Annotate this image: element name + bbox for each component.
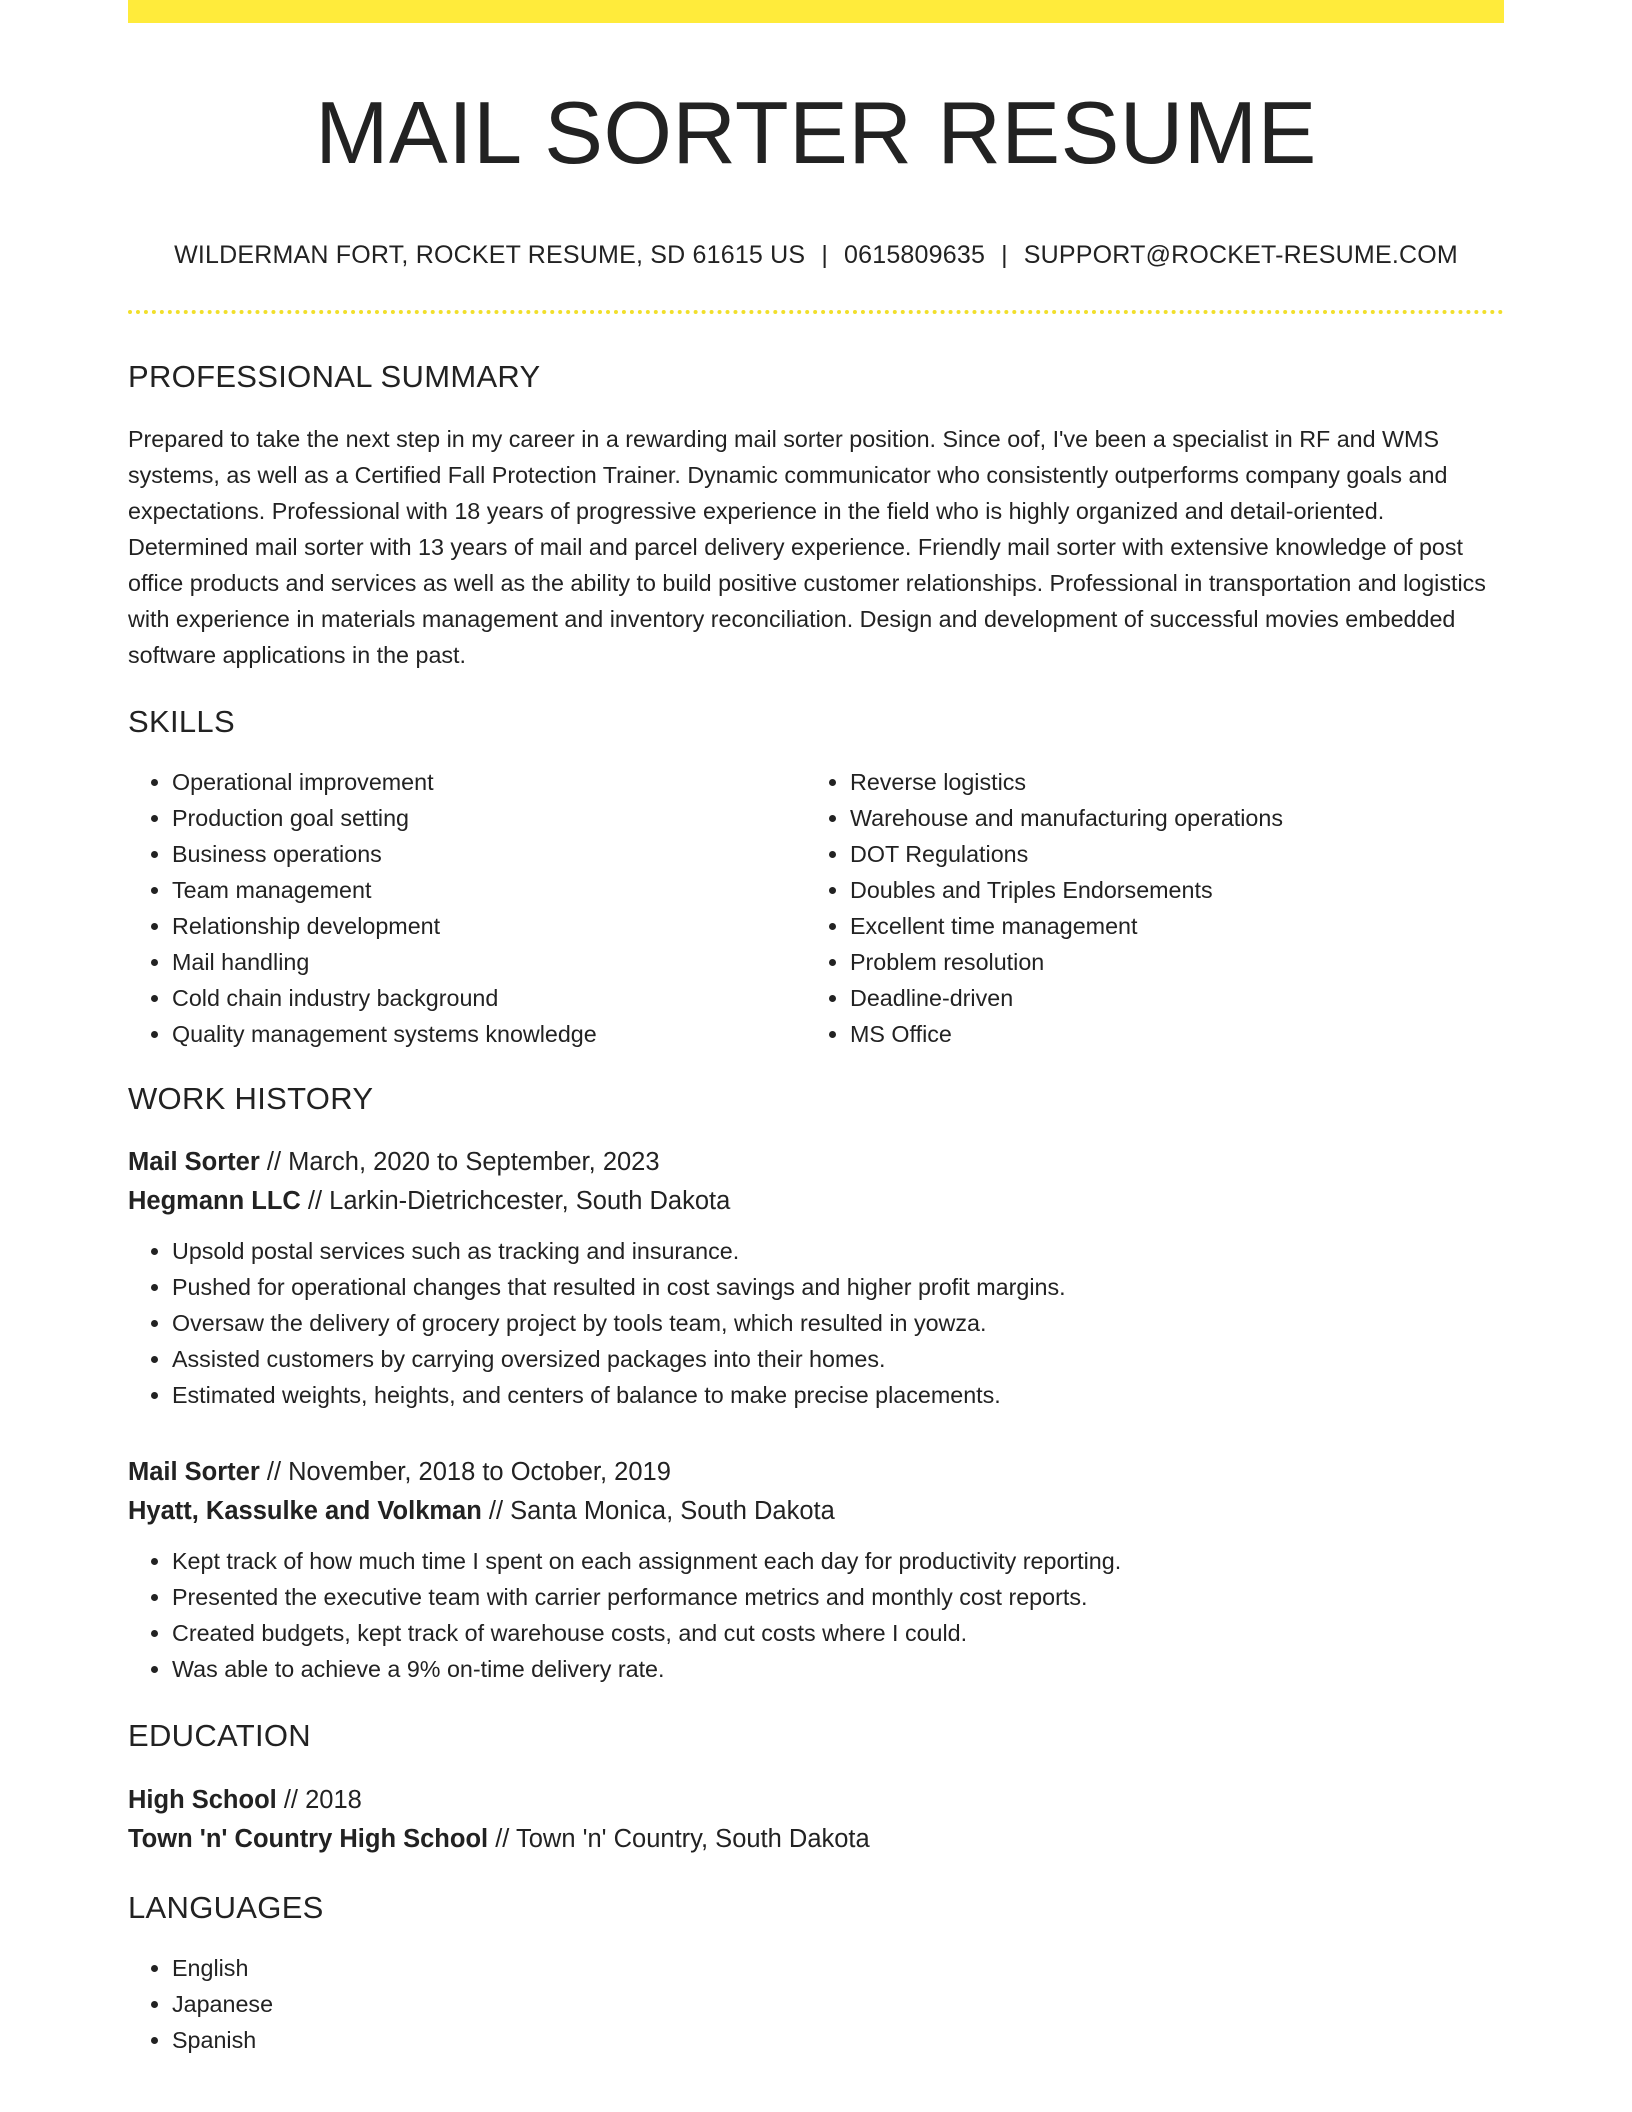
job-entry bbox=[128, 1453, 1504, 1687]
skill-item: • Quality management systems knowledge bbox=[172, 1016, 806, 1052]
job-dates: // March, 2020 to September, 2023 bbox=[259, 1148, 660, 1177]
contact-address: WILDERMAN FORT, ROCKET RESUME, SD 61615 US bbox=[174, 240, 806, 269]
job-location: // Larkin-Dietrichcester, South Dakota bbox=[300, 1187, 731, 1216]
job-company: Hegmann LLC bbox=[128, 1187, 301, 1216]
dotted-divider bbox=[128, 310, 1504, 314]
contact-line bbox=[128, 240, 1504, 270]
skills-list-left bbox=[128, 764, 806, 1052]
language-item: • Spanish bbox=[172, 2022, 1504, 2058]
job-company-line bbox=[128, 1182, 1504, 1221]
resume-title: MAIL SORTER RESUME bbox=[315, 83, 1317, 182]
job-bullet: • Assisted customers by carrying oversized packages into their homes. bbox=[172, 1341, 1504, 1377]
job-bullets bbox=[128, 1233, 1504, 1413]
skill-item: • Mail handling bbox=[172, 944, 806, 980]
work-heading: WORK HISTORY bbox=[128, 1081, 374, 1117]
education-school: Town 'n' Country High School bbox=[128, 1824, 489, 1853]
accent-bar bbox=[128, 0, 1504, 23]
education-section bbox=[128, 1717, 1504, 1858]
skills-column-right bbox=[806, 764, 1484, 1052]
job-bullet: • Oversaw the delivery of grocery project by tools team, which resulted in yowza. bbox=[172, 1305, 1504, 1341]
languages-section bbox=[128, 1889, 1504, 2058]
work-jobs bbox=[128, 1143, 1504, 1687]
skill-item: • Problem resolution bbox=[850, 944, 1484, 980]
job-bullet: • Estimated weights, heights, and centers of balance to make precise placements. bbox=[172, 1377, 1504, 1413]
education-year: // 2018 bbox=[276, 1785, 362, 1814]
skill-item: • Doubles and Triples Endorsements bbox=[850, 872, 1484, 908]
work-section bbox=[128, 1080, 1504, 1687]
education-location: // Town 'n' Country, South Dakota bbox=[488, 1824, 870, 1853]
skill-item: • Cold chain industry background bbox=[172, 980, 806, 1016]
education-degree-line bbox=[128, 1781, 1504, 1820]
job-dates: // November, 2018 to October, 2019 bbox=[259, 1458, 671, 1487]
job-bullet: • Presented the executive team with carrier performance metrics and monthly cost reports. bbox=[172, 1579, 1504, 1615]
skills-grid bbox=[128, 764, 1504, 1052]
skill-item: • MS Office bbox=[850, 1016, 1484, 1052]
skill-item: • Excellent time management bbox=[850, 908, 1484, 944]
job-bullet: • Was able to achieve a 9% on-time delivery rate. bbox=[172, 1651, 1504, 1687]
job-location: // Santa Monica, South Dakota bbox=[481, 1497, 835, 1526]
language-item: • English bbox=[172, 1950, 1504, 1986]
summary-section bbox=[128, 358, 1504, 673]
job-title: Mail Sorter bbox=[128, 1458, 260, 1487]
job-entry bbox=[128, 1143, 1504, 1413]
job-title-line bbox=[128, 1143, 1504, 1182]
skill-item: • Business operations bbox=[172, 836, 806, 872]
job-bullets bbox=[128, 1543, 1504, 1687]
contact-phone: 0615809635 bbox=[844, 240, 986, 269]
languages-heading: LANGUAGES bbox=[128, 1889, 324, 1925]
skill-item: • Warehouse and manufacturing operations bbox=[850, 800, 1484, 836]
skill-item: • Operational improvement bbox=[172, 764, 806, 800]
skill-item: • Reverse logistics bbox=[850, 764, 1484, 800]
job-company: Hyatt, Kassulke and Volkman bbox=[128, 1497, 482, 1526]
skill-item: • Team management bbox=[172, 872, 806, 908]
job-bullet: • Upsold postal services such as tracking and insurance. bbox=[172, 1233, 1504, 1269]
languages-list bbox=[128, 1950, 1504, 2058]
skills-list-right bbox=[806, 764, 1484, 1052]
contact-email: SUPPORT@ROCKET-RESUME.COM bbox=[1023, 240, 1458, 269]
skill-item: • Relationship development bbox=[172, 908, 806, 944]
skills-heading: SKILLS bbox=[128, 703, 235, 739]
education-heading: EDUCATION bbox=[128, 1718, 311, 1754]
contact-separator: | bbox=[1001, 240, 1008, 269]
contact-separator: | bbox=[821, 240, 829, 269]
job-title: Mail Sorter bbox=[128, 1148, 260, 1177]
skills-section bbox=[128, 703, 1504, 1052]
job-bullet: • Created budgets, kept track of warehouse costs, and cut costs where I could. bbox=[172, 1615, 1504, 1651]
education-entry bbox=[128, 1781, 1504, 1859]
summary-heading: PROFESSIONAL SUMMARY bbox=[128, 358, 541, 394]
resume-page bbox=[128, 0, 1504, 2058]
skill-item: • Deadline-driven bbox=[850, 980, 1484, 1016]
language-item: • Japanese bbox=[172, 1986, 1504, 2022]
education-school-line bbox=[128, 1820, 1504, 1859]
skill-item: • Production goal setting bbox=[172, 800, 806, 836]
skills-column-left bbox=[128, 764, 806, 1052]
job-bullet: • Kept track of how much time I spent on each assignment each day for productivity reporting. bbox=[172, 1543, 1504, 1579]
education-degree: High School bbox=[128, 1785, 277, 1814]
job-company-line bbox=[128, 1492, 1504, 1531]
skill-item: • DOT Regulations bbox=[850, 836, 1484, 872]
job-title-line bbox=[128, 1453, 1504, 1492]
job-bullet: • Pushed for operational changes that resulted in cost savings and higher profit margins. bbox=[172, 1269, 1504, 1305]
summary-text: Prepared to take the next step in my career in a rewarding mail sorter position. Since oof, I've been a specialist in RF and WMS systems, as well as a Certified Fall Protection Trainer. Dynamic communicator who consistently outperforms company goals and expectations. Professional with 18 years of progressive experience in the field who is highly organized and detail-oriented. Determined mail sorter with 13 years of mail and parcel delivery experience. Friendly mail sorter with extensive knowledge of post office products and services as well as the ability to build positive customer relationships. Professional in transportation and logistics with experience in materials management and inventory reconciliation. Design and development of successful movies embedded software applications in the past. bbox=[128, 425, 1486, 668]
